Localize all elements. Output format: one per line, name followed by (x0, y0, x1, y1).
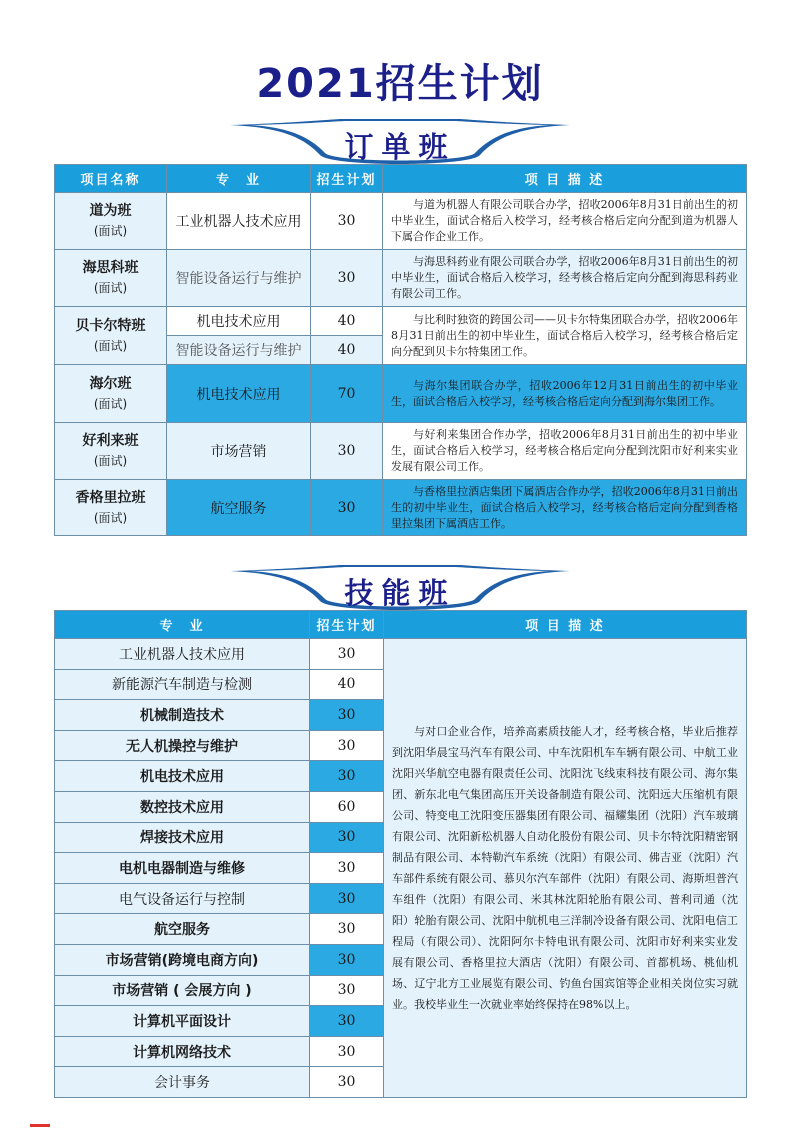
skill-plan: 30 (310, 975, 384, 1006)
skill-major: 新能源汽车制造与检测 (55, 669, 310, 700)
program-desc: 与海尔集团联合办学，招收2006年12月31日前出生的初中毕业生，面试合格后入校学习，经考核合格后定向分配到海尔集团工作。 (383, 365, 747, 423)
program-major: 智能设备运行与维护 (167, 336, 311, 365)
skill-plan: 40 (310, 669, 384, 700)
skills-header-row (55, 611, 747, 639)
skill-plan: 30 (310, 1006, 384, 1037)
program-plan: 30 (311, 423, 383, 480)
col-header-name: 项目名称 (55, 165, 167, 193)
program-major: 工业机器人技术应用 (167, 193, 311, 250)
skill-major: 焊接技术应用 (55, 822, 310, 853)
skills-table (54, 610, 747, 1098)
footer-mark (30, 1124, 50, 1127)
orders-section-title: 订单班 (344, 130, 456, 164)
program-major: 机电技术应用 (167, 307, 311, 336)
program-name: 香格里拉班 (面试) (55, 480, 167, 536)
col-header-plan: 招生计划 (311, 165, 383, 193)
skill-major: 电机电器制造与维修 (55, 853, 310, 884)
skill-major: 数控技术应用 (55, 791, 310, 822)
orders-table (54, 164, 747, 536)
page-title: 2021招生计划 (256, 61, 544, 107)
skill-plan: 30 (310, 730, 384, 761)
program-plan: 40 (311, 307, 383, 336)
skills-desc: 与对口企业合作，培养高素质技能人才，经考核合格，毕业后推荐到沈阳华晨宝马汽车有限公司、中车沈阳机车车辆有限公司、中航工业沈阳兴华航空电器有限责任公司、沈阳沈飞线束科技有限公司、海尔集团、新东北电气集团高压开关设备制造有限公司、沈阳远大压缩机有限公司、特变电工沈阳变压器集团有限公司、福耀集团（沈阳）汽车玻璃有限公司、沈阳新松机器人自动化股份有限公司、贝卡尔特沈阳精密钢制品有限公司、本特勒汽车系统（沈阳）有限公司、佛吉亚（沈阳）汽车部件系统有限公司、慕贝尔汽车部件（沈阳）有限公司、海斯坦普汽车组件（沈阳）有限公司、米其林沈阳轮胎有限公司、普利司通（沈阳）轮胎有限公司、沈阳中航机电三洋制冷设备有限公司、沈阳电信工程局（有限公司）、沈阳阿尔卡特电讯有限公司、沈阳市好利来实业发展有限公司、香格里拉大酒店（沈阳）有限公司、首都机场、桃仙机场、辽宁北方工业展览有限公司、钓鱼台国宾馆等企业相关岗位实习就业。我校毕业生一次就业率始终保持在98%以上。 (384, 639, 747, 1098)
col-header-desc: 项 目 描 述 (384, 611, 747, 639)
skill-plan: 30 (310, 853, 384, 884)
table-row (55, 250, 747, 307)
table-row (55, 480, 747, 536)
skills-section-title: 技能班 (344, 576, 456, 610)
skill-major: 机械制造技术 (55, 700, 310, 731)
skill-major: 计算机网络技术 (55, 1036, 310, 1067)
skill-plan: 30 (310, 944, 384, 975)
skill-major: 计算机平面设计 (55, 1006, 310, 1037)
program-major: 机电技术应用 (167, 365, 311, 423)
program-desc: 与好利来集团合作办学，招收2006年8月31日前出生的初中毕业生，面试合格后入校学习，经考核合格后定向分配到沈阳市好利来实业发展有限公司工作。 (383, 423, 747, 480)
program-plan: 30 (311, 193, 383, 250)
program-plan: 30 (311, 480, 383, 536)
skill-plan: 60 (310, 791, 384, 822)
skill-plan: 30 (310, 914, 384, 945)
table-row (55, 307, 747, 336)
col-header-desc: 项 目 描 述 (383, 165, 747, 193)
program-name: 海尔班 (面试) (55, 365, 167, 423)
skill-plan: 30 (310, 639, 384, 670)
program-desc: 与比利时独资的跨国公司——贝卡尔特集团联合办学，招收2006年8月31日前出生的初中毕业生，面试合格后入校学习，经考核合格后定向分配到贝卡尔特集团工作。 (383, 307, 747, 365)
table-row (55, 193, 747, 250)
skill-major: 电气设备运行与控制 (55, 883, 310, 914)
program-desc: 与道为机器人有限公司联合办学，招收2006年8月31日前出生的初中毕业生，面试合格后入校学习，经考核合格后定向分配到道为机器人下属合作企业工作。 (383, 193, 747, 250)
table-row (55, 423, 747, 480)
program-name: 贝卡尔特班 (面试) (55, 307, 167, 365)
skill-major: 市场营销 ( 会展方向 ) (55, 975, 310, 1006)
program-desc: 与香格里拉酒店集团下属酒店合作办学，招收2006年8月31日前出生的初中毕业生，面试合格后入校学习，经考核合格后定向分配到香格里拉集团下属酒店工作。 (383, 480, 747, 536)
program-plan: 70 (311, 365, 383, 423)
program-name: 道为班 (面试) (55, 193, 167, 250)
skill-major: 航空服务 (55, 914, 310, 945)
program-plan: 30 (311, 250, 383, 307)
col-header-major: 专 业 (55, 611, 310, 639)
program-desc: 与海思科药业有限公司联合办学，招收2006年8月31日前出生的初中毕业生，面试合格后入校学习，经考核合格后定向分配到海思科药业有限公司工作。 (383, 250, 747, 307)
skill-plan: 30 (310, 1036, 384, 1067)
orders-header-row (55, 165, 747, 193)
program-major: 市场营销 (167, 423, 311, 480)
skill-major: 机电技术应用 (55, 761, 310, 792)
program-name: 海思科班 (面试) (55, 250, 167, 307)
program-major: 航空服务 (167, 480, 311, 536)
skill-plan: 30 (310, 1067, 384, 1098)
col-header-major: 专 业 (167, 165, 311, 193)
skill-plan: 30 (310, 822, 384, 853)
program-name: 好利来班 (面试) (55, 423, 167, 480)
skill-major: 工业机器人技术应用 (55, 639, 310, 670)
program-plan: 40 (311, 336, 383, 365)
skill-plan: 30 (310, 700, 384, 731)
program-major: 智能设备运行与维护 (167, 250, 311, 307)
skill-major: 会计事务 (55, 1067, 310, 1098)
table-row (55, 639, 747, 670)
skill-major: 无人机操控与维护 (55, 730, 310, 761)
table-row (55, 365, 747, 423)
skill-major: 市场营销(跨境电商方向) (55, 944, 310, 975)
col-header-plan: 招生计划 (310, 611, 384, 639)
skill-plan: 30 (310, 883, 384, 914)
skill-plan: 30 (310, 761, 384, 792)
